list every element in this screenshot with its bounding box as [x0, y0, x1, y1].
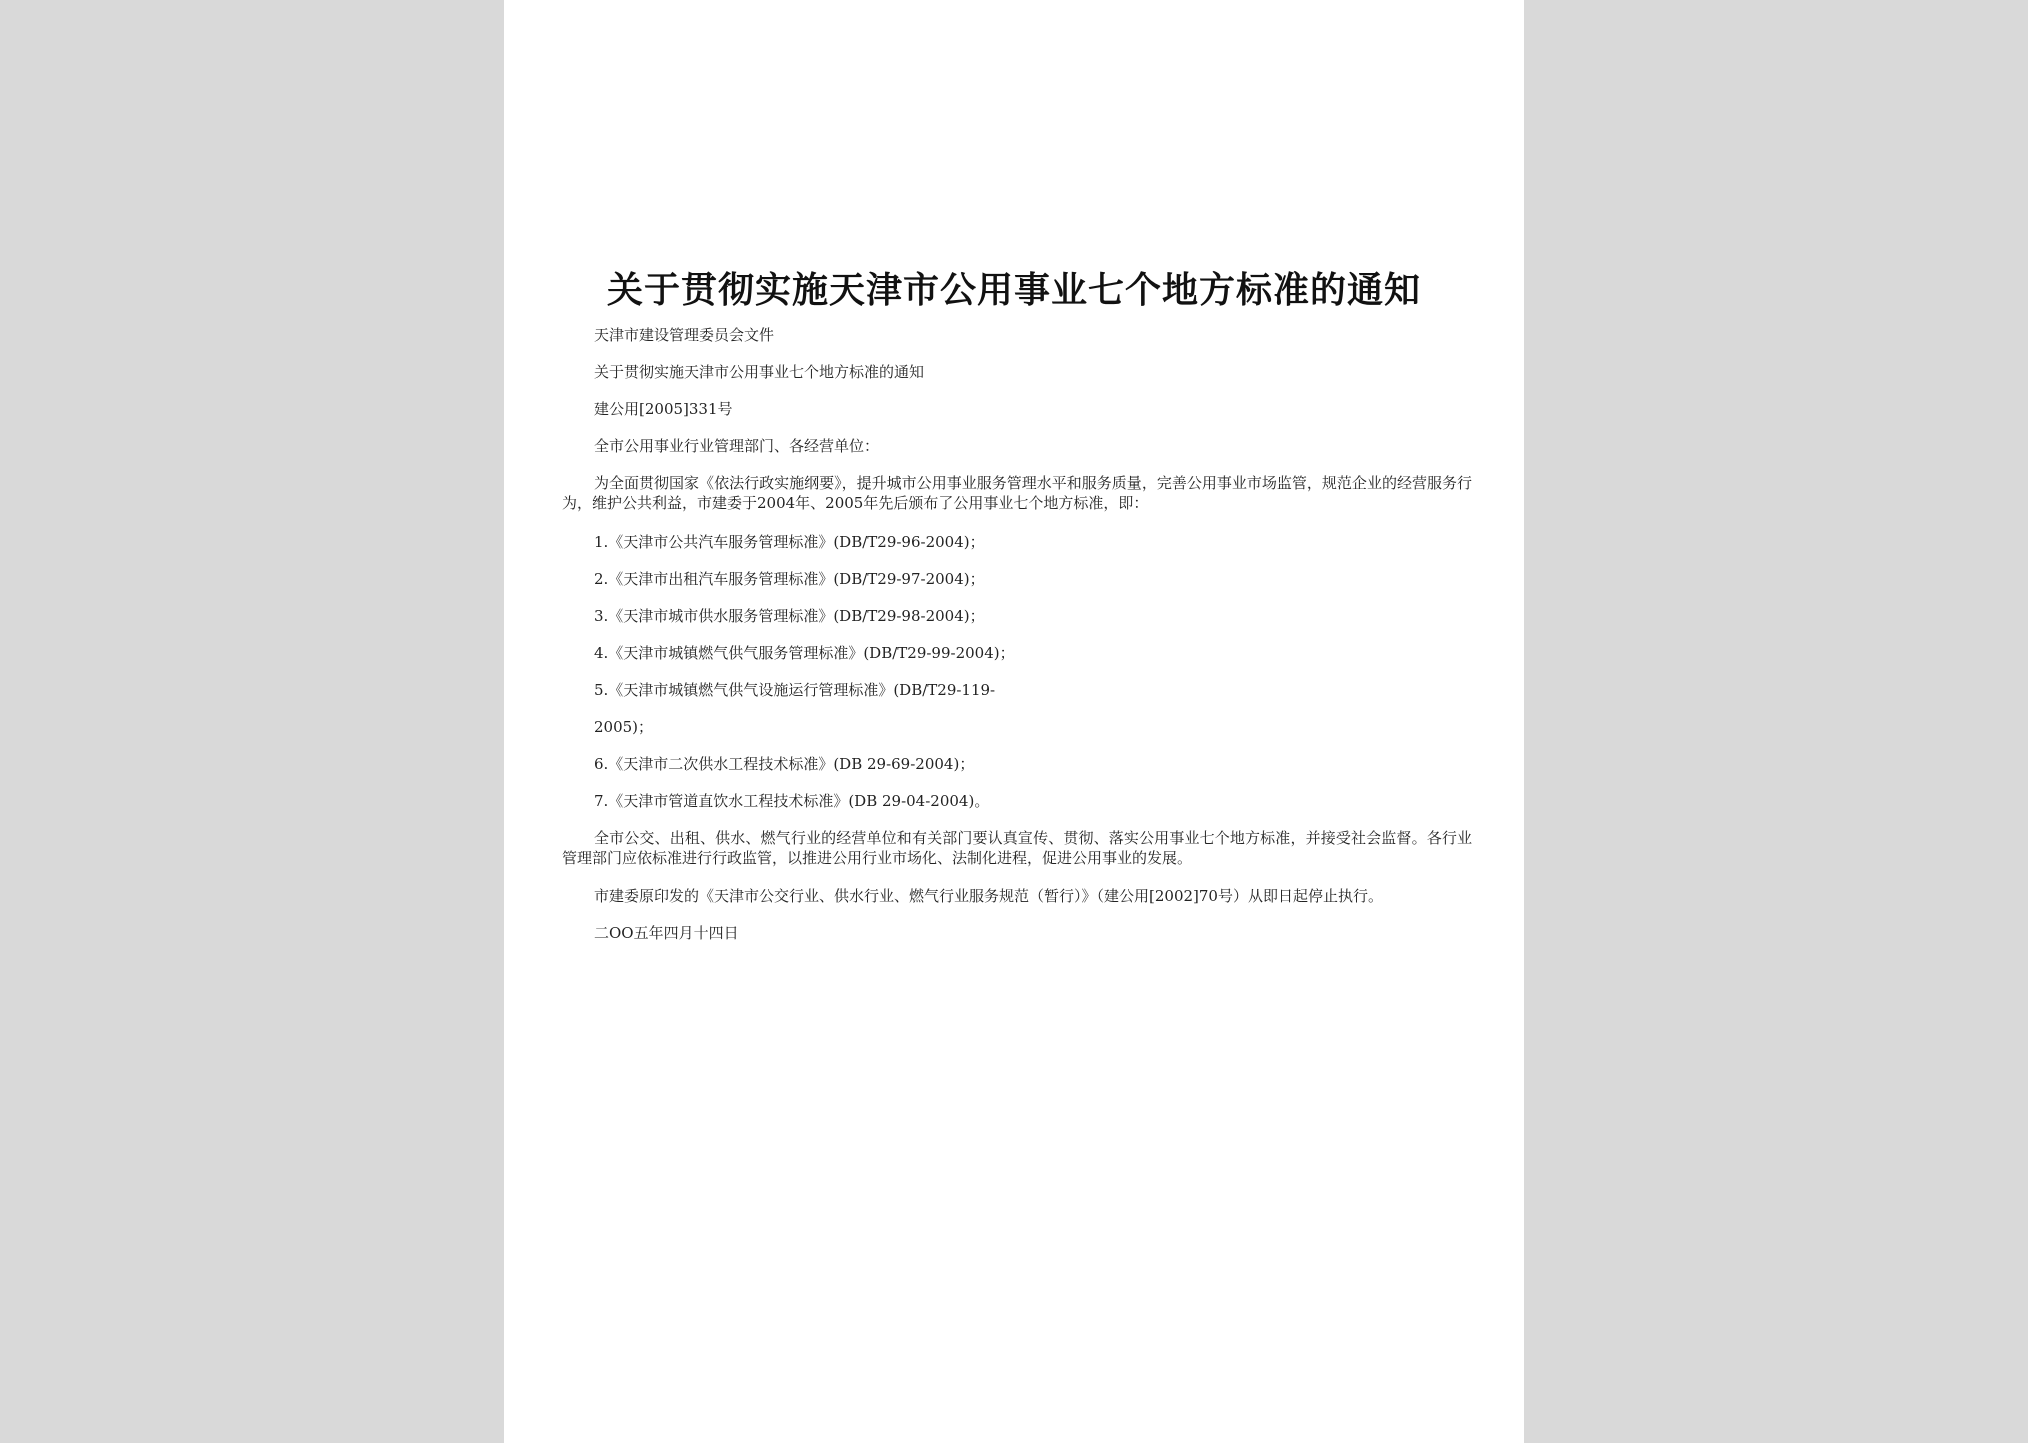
issuer-line: 天津市建设管理委员会文件 [594, 326, 775, 344]
standard-item-3: 3.《天津市城市供水服务管理标准》(DB/T29-98-2004)； [594, 607, 985, 625]
standard-item-7: 7.《天津市管道直饮水工程技术标准》(DB 29-04-2004)。 [594, 792, 990, 810]
standard-item-4: 4.《天津市城镇燃气供气服务管理标准》(DB/T29-99-2004)； [594, 644, 1015, 662]
intro-paragraph: 为全面贯彻国家《依法行政实施纲要》，提升城市公用事业服务管理水平和服务质量，完善公用事业市场监管，规范企业的经营服务行为，维护公共利益，市建委于2004年、2005年先后颁布了公用事业七个地方标准，即： [562, 474, 1472, 512]
repeal-paragraph: 市建委原印发的《天津市公交行业、供水行业、燃气行业服务规范（暂行）》（建公用[2002]70号）从即日起停止执行。 [594, 887, 1383, 905]
subtitle-line: 关于贯彻实施天津市公用事业七个地方标准的通知 [594, 363, 925, 381]
standard-item-1: 1.《天津市公共汽车服务管理标准》(DB/T29-96-2004)； [594, 533, 985, 551]
document-date: 二OO五年四月十四日 [594, 924, 739, 942]
document-page [504, 0, 1524, 1443]
standard-item-2: 2.《天津市出租汽车服务管理标准》(DB/T29-97-2004)； [594, 570, 985, 588]
addressee: 全市公用事业行业管理部门、各经营单位： [594, 437, 880, 455]
doc-number: 建公用[2005]331号 [594, 400, 733, 418]
body-paragraph: 全市公交、出租、供水、燃气行业的经营单位和有关部门要认真宣传、贯彻、落实公用事业七个地方标准，并接受社会监督。各行业管理部门应依标准进行行政监管，以推进公用行业市场化、法制化进程，促进公用事业的发展。 [562, 829, 1472, 867]
document-title: 关于贯彻实施天津市公用事业七个地方标准的通知 [606, 269, 1421, 311]
standard-item-5: 5.《天津市城镇燃气供气设施运行管理标准》(DB/T29-119- [594, 681, 996, 699]
standard-item-6: 6.《天津市二次供水工程技术标准》(DB 29-69-2004)； [594, 755, 975, 773]
standard-item-5-continued: 2005)； [594, 718, 654, 736]
